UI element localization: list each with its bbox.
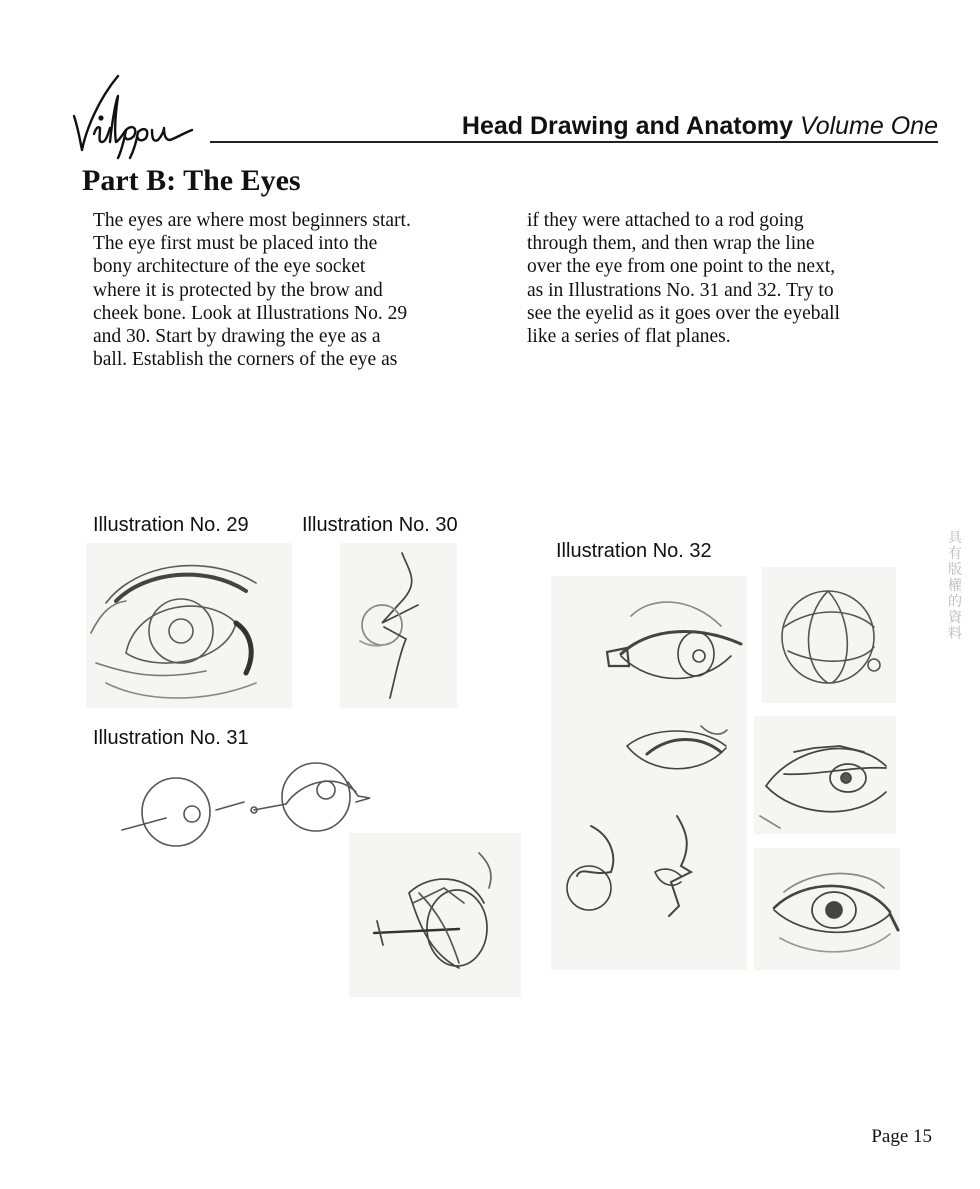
text-line: over the eye from one point to the next, bbox=[527, 256, 836, 278]
caption-illustration-29: Illustration No. 29 bbox=[93, 514, 249, 536]
vilppu-signature-logo bbox=[72, 70, 237, 160]
illustration-32-lid-planes-sketch bbox=[754, 716, 896, 834]
watermark-char: 的 bbox=[948, 594, 962, 610]
text-line: ball. Establish the corners of the eye as bbox=[93, 349, 398, 371]
body-column-right bbox=[527, 209, 927, 348]
section-title: Part B: The Eyes bbox=[82, 164, 301, 197]
text-line: bony architecture of the eye socket bbox=[93, 256, 366, 278]
watermark-char: 料 bbox=[948, 626, 962, 642]
watermark-char: 版 bbox=[948, 562, 962, 578]
text-line: cheek bone. Look at Illustrations No. 29 bbox=[93, 302, 408, 324]
illustration-32-sketches-left bbox=[551, 576, 747, 970]
header-title-main: Head Drawing and Anatomy bbox=[461, 112, 793, 140]
illustration-30-sketch bbox=[340, 543, 457, 708]
caption-illustration-31: Illustration No. 31 bbox=[93, 727, 249, 749]
watermark-char: 具 bbox=[948, 530, 962, 546]
caption-illustration-32: Illustration No. 32 bbox=[556, 540, 712, 562]
watermark-char: 權 bbox=[948, 578, 962, 594]
header-title-volume: Volume One bbox=[799, 112, 938, 140]
text-line: if they were attached to a rod going bbox=[527, 210, 804, 231]
page-number: Page 15 bbox=[871, 1126, 932, 1147]
caption-illustration-30: Illustration No. 30 bbox=[302, 514, 458, 536]
watermark-char: 有 bbox=[948, 546, 962, 562]
illustration-32-ball-sketch bbox=[762, 567, 896, 703]
illustration-31-eyeball-sketch bbox=[349, 833, 521, 997]
header-title bbox=[462, 112, 938, 141]
text-line: and 30. Start by drawing the eye as a bbox=[93, 326, 381, 348]
text-line: where it is protected by the brow and bbox=[93, 279, 383, 301]
illustration-31-sketch bbox=[86, 752, 394, 874]
text-line: The eyes are where most beginners start. bbox=[93, 210, 411, 231]
copyright-watermark bbox=[944, 530, 966, 642]
text-line: through them, and then wrap the line bbox=[527, 233, 815, 255]
header-rule bbox=[210, 141, 938, 143]
illustration-29-sketch bbox=[86, 543, 292, 708]
text-line: as in Illustrations No. 31 and 32. Try to bbox=[527, 279, 834, 301]
text-line: The eye first must be placed into the bbox=[93, 233, 378, 255]
text-line: see the eyelid as it goes over the eyeball bbox=[527, 302, 840, 324]
body-column-left bbox=[93, 209, 493, 371]
text-line: like a series of flat planes. bbox=[527, 326, 731, 348]
illustration-32-finished-eye-sketch bbox=[754, 848, 900, 970]
watermark-char: 資 bbox=[948, 610, 962, 626]
